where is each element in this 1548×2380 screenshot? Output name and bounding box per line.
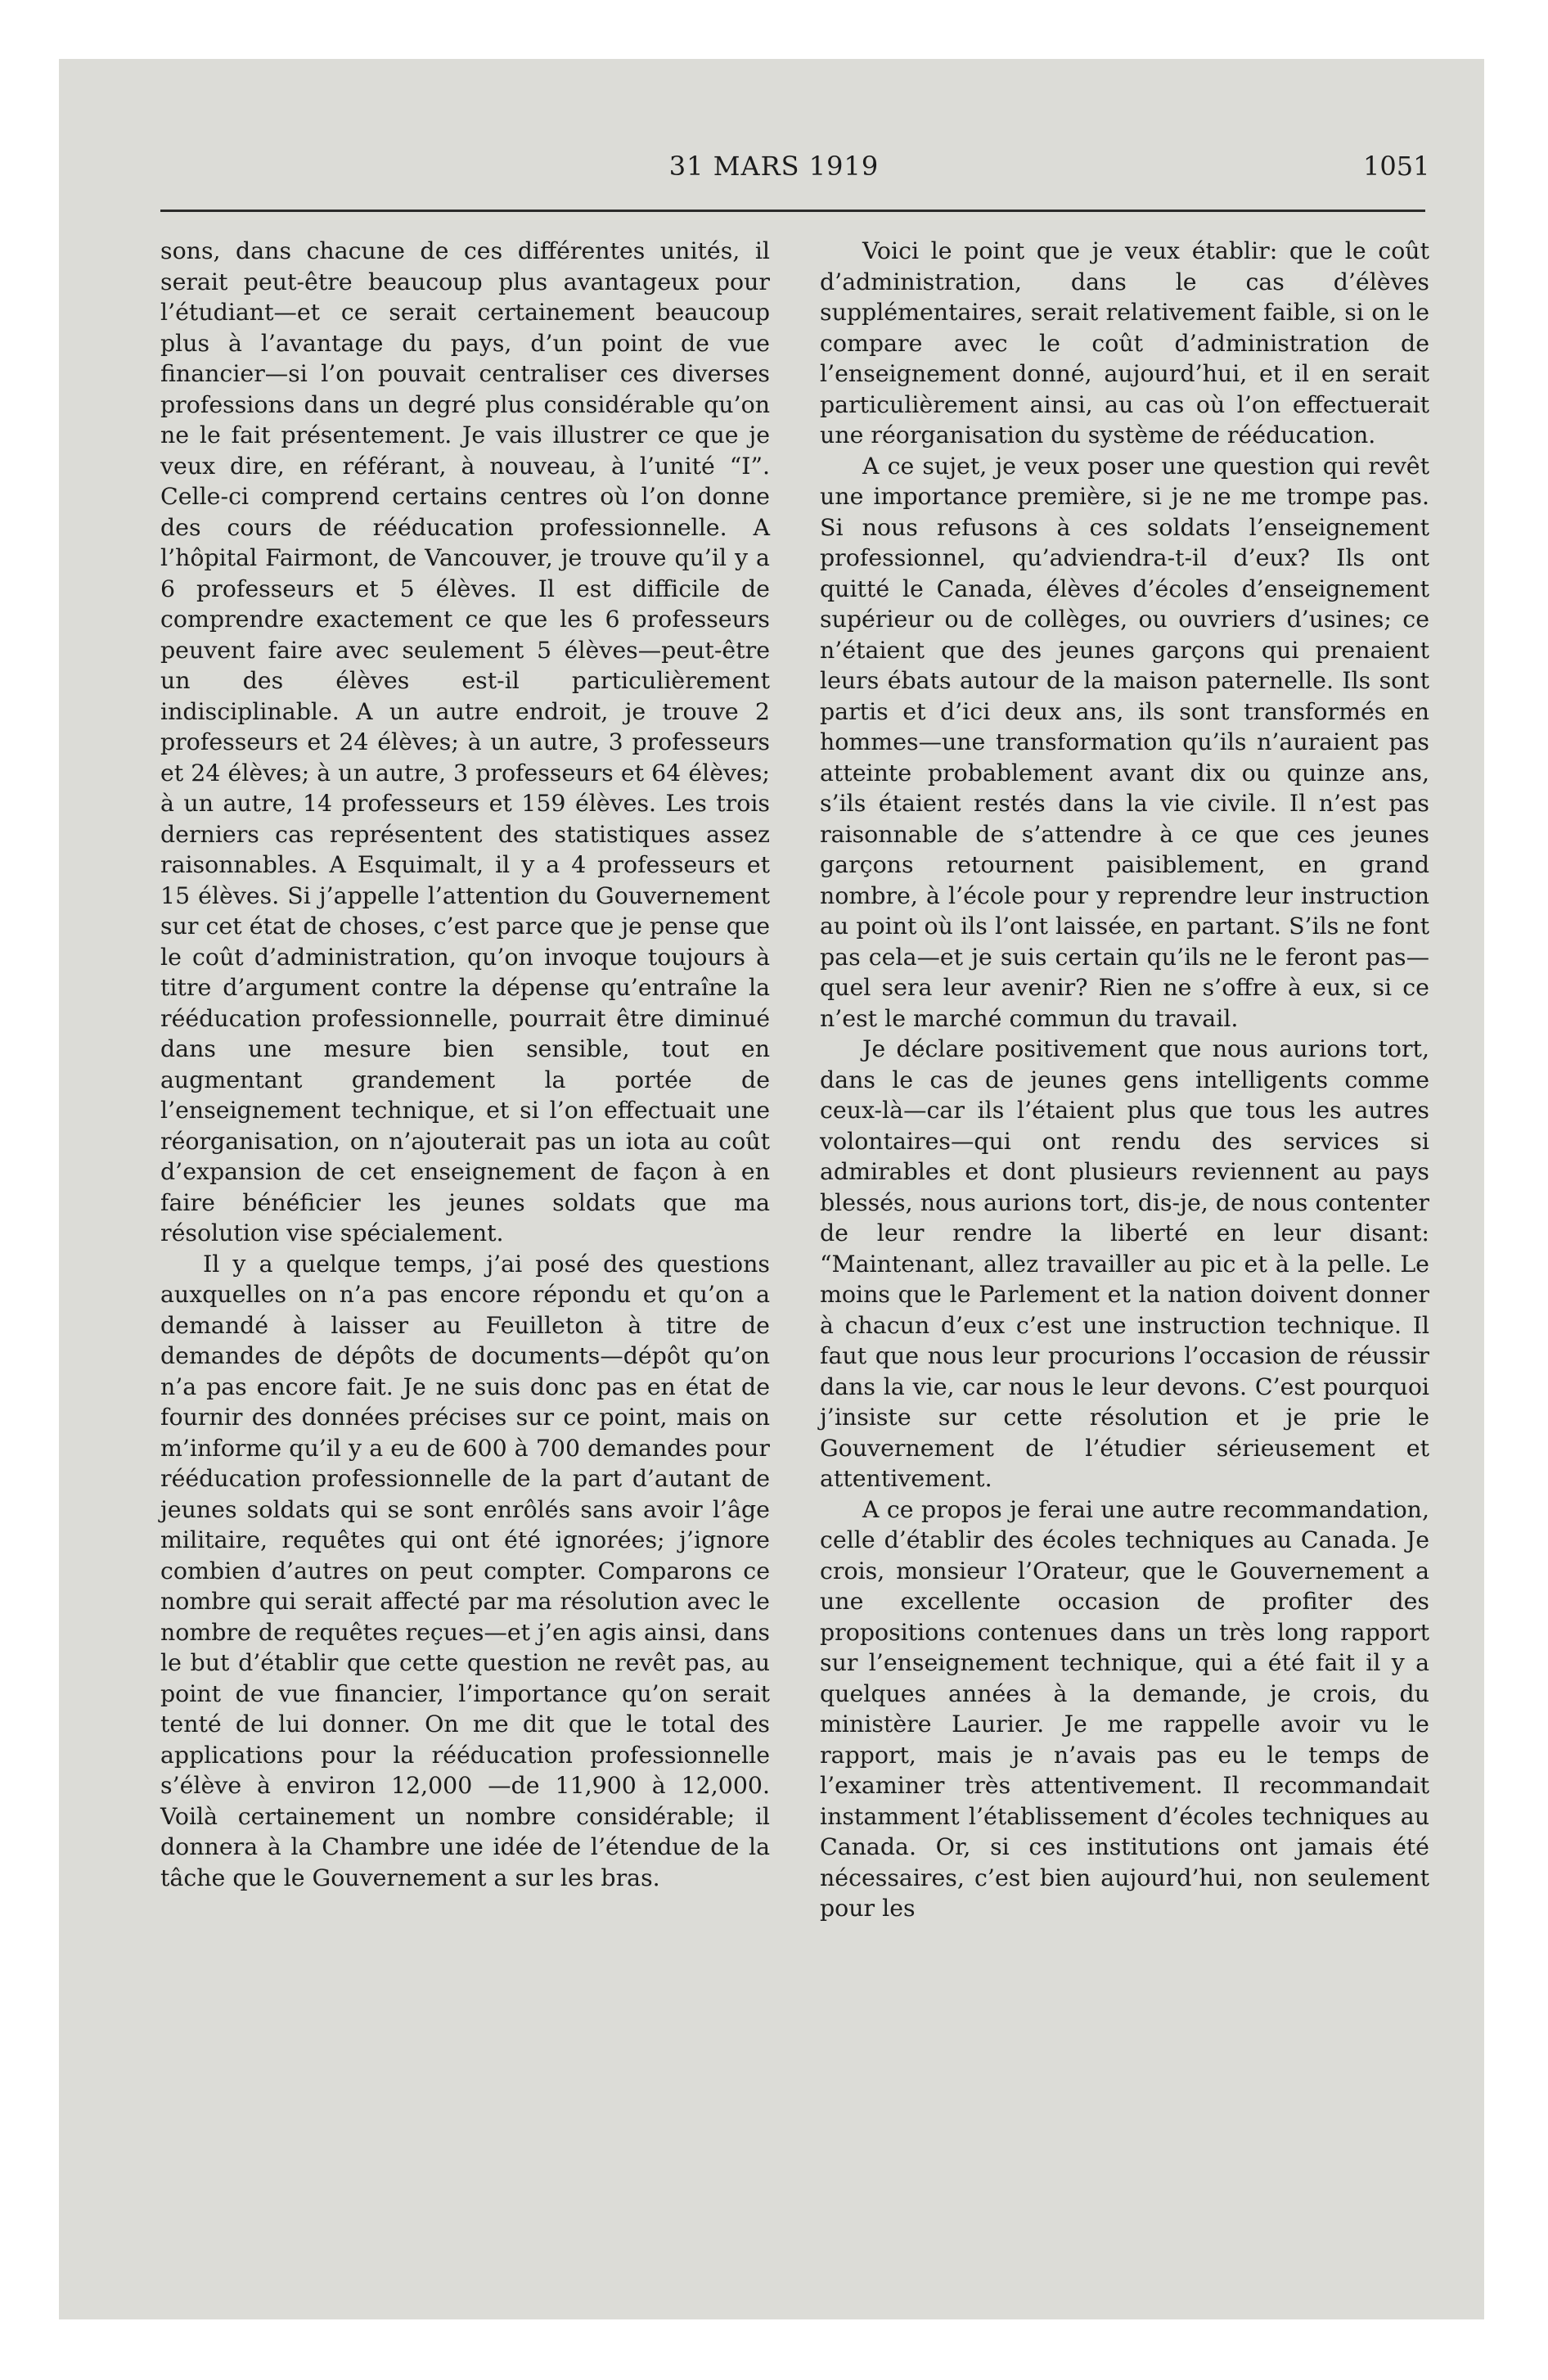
paragraph: sons, dans chacune de ces différentes unités, il serait peut-être beaucoup plus avantageux pour l’étudiant—et ce serait certainement beaucoup plus à l’avantage du pays, d’un point de vue financier—si l’on pouvait centraliser ces diverses professions dans un degré plus considérable qu’on ne le fait présentement. Je vais illustrer ce que je veux dire, en référant, à nouveau, à l’unité “I”. Celle-ci comprend certains centres où l’on donne des cours de rééducation professionnelle. A l’hôpital Fairmont, de Vancouver, je trouve qu’il y a 6 professeurs et 5 élèves. Il est difficile de comprendre exactement ce que les 6 professeurs peuvent faire avec seulement 5 élèves—peut-être un des élèves est-il particulièrement indisciplinable. A un autre endroit, je trouve 2 professeurs et 24 élèves; à un autre, 3 professeurs et 24 élèves; à un autre, 3 professeurs et 64 élèves; à un autre, 14 professeurs et 159 élèves. Les trois derniers cas représentent des statistiques assez raisonnables. A Esquimalt, il y a 4 professeurs et 15 élèves. Si j’appelle l’attention du Gouvernement sur cet état de choses, c’est parce que je pense que le coût d’administration, qu’on invoque toujours à titre d’argument contre la dépense qu’entraîne la rééducation professionnelle, pourrait être diminué dans une mesure bien sensible, tout en augmentant grandement la portée de l’enseignement technique, et si l’on effectuait une réorganisation, on n’ajouterait pas un iota au coût d’expansion de cet enseignement de façon à en faire bénéficier les jeunes soldats que ma résolution vise spécialement.: [160, 237, 770, 1246]
header-rule: [160, 210, 1425, 212]
page-header-date: 31 MARS 1919: [668, 151, 880, 182]
paragraph: A ce sujet, je veux poser une question qui revêt une importance première, si je ne me trompe pas. Si nous refusons à ces soldats l’enseignement professionnel, qu’adviendra-t-il d’eux? Ils ont quitté le Canada, élèves d’écoles d’enseignement supérieur ou de collèges, ou ouvriers d’usines; ce n’étaient que des jeunes garçons qui prenaient leurs ébats autour de la maison paternelle. Ils sont partis et d’ici deux ans, ils sont transformés en hommes—une transformation qu’ils n’auraient pas atteinte probablement avant dix ou quinze ans, s’ils étaient restés dans la vie civile. Il n’est pas raisonnable de s’attendre à ce que ces jeunes garçons retournent paisiblement, en grand nombre, à l’école pour y reprendre leur instruction au point où ils l’ont laissée, en partant. S’ils ne font pas cela—et je suis certain qu’ils ne le feront pas—quel sera leur avenir? Rien ne s’offre à eux, si ce n’est le marché commun du travail.: [820, 452, 1429, 1032]
paragraph: Il y a quelque temps, j’ai posé des questions auxquelles on n’a pas encore répondu et qu’on a demandé à laisser au Feuilleton à titre de demandes de dépôts de documents—dépôt qu’on n’a pas encore fait. Je ne suis donc pas en état de fournir des données précises sur ce point, mais on m’informe qu’il y a eu de 600 à 700 demandes pour rééducation professionnelle de la part d’autant de jeunes soldats qui se sont enrôlés sans avoir l’âge militaire, requêtes qui ont été ignorées; j’ignore combien d’autres on peut compter. Comparons ce nombre qui serait affecté par ma résolution avec le nombre de requêtes reçues—et j’en agis ainsi, dans le but d’établir que cette question ne revêt pas, au point de vue financier, l’importance qu’on serait tenté de lui donner. On me dit que le total des applications pour la rééducation professionnelle s’élève à environ 12,000 —de 11,900 à 12,000. Voilà certainement un nombre considérable; il donnera à la Chambre une idée de l’étendue de la tâche que le Gouvernement a sur les bras.: [160, 1250, 770, 1891]
left-column: [160, 236, 770, 1893]
paragraph: Je déclare positivement que nous aurions tort, dans le cas de jeunes gens intelligents comme ceux-là—car ils l’étaient plus que tous les autres volontaires—qui ont rendu des services si admirables et dont plusieurs reviennent au pays blessés, nous aurions tort, dis-je, de nous contenter de leur rendre la liberté en leur disant: “Maintenant, allez travailler au pic et à la pelle. Le moins que le Parlement et la nation doivent donner à chacun d’eux c’est une instruction technique. Il faut que nous leur procurions l’occasion de réussir dans la vie, car nous le leur devons. C’est pourquoi j’insiste sur cette résolution et je prie le Gouvernement de l’étudier sérieusement et attentivement.: [820, 1035, 1429, 1492]
right-column: [820, 236, 1429, 1924]
paragraph: Voici le point que je veux établir: que le coût d’administration, dans le cas d’élèves supplémentaires, serait relativement faible, si on le compare avec le coût d’administration de l’enseignement donné, aujourd’hui, et il en serait particulièrement ainsi, au cas où l’on effectuerait une réorganisation du système de rééducation.: [820, 237, 1429, 449]
paragraph: A ce propos je ferai une autre recommandation, celle d’établir des écoles techniques au Canada. Je crois, monsieur l’Orateur, que le Gouvernement a une excellente occasion de profiter des propositions contenues dans un très long rapport sur l’enseignement technique, qui a été fait il y a quelques années à la demande, je crois, du ministère Laurier. Je me rappelle avoir vu le rapport, mais je n’avais pas eu le temps de l’examiner très attentivement. Il recommandait instamment l’établissement d’écoles techniques au Canada. Or, si ces institutions ont jamais été nécessaires, c’est bien aujourd’hui, non seulement pour les: [820, 1495, 1429, 1922]
page-number: 1051: [1363, 151, 1430, 182]
